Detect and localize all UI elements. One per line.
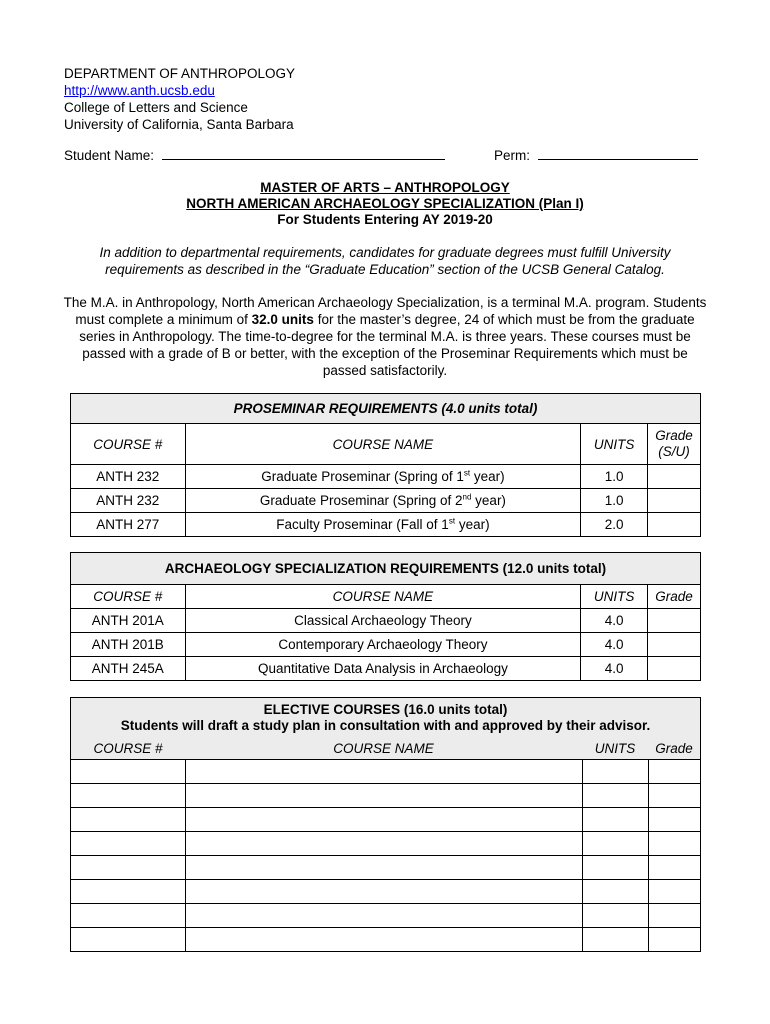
min-units: 32.0 units	[251, 312, 314, 327]
grade-input[interactable]	[648, 784, 701, 808]
grade-input[interactable]	[648, 904, 701, 928]
elective-row	[71, 856, 701, 880]
archaeology-title: ARCHAEOLOGY SPECIALIZATION REQUIREMENTS (12.0 units total)	[71, 553, 701, 585]
units-input[interactable]	[582, 808, 648, 832]
col-course-header: COURSE #	[71, 424, 186, 465]
grade-input[interactable]	[648, 832, 701, 856]
grade-header-line-1: Grade	[655, 428, 693, 443]
col-units-header: UNITS	[582, 738, 648, 760]
department-url-link[interactable]: http://www.anth.ucsb.edu	[64, 83, 215, 98]
student-name-label: Student Name:	[64, 148, 155, 163]
course-units: 4.0	[581, 633, 648, 657]
col-units-header: UNITS	[581, 424, 648, 465]
grade-input[interactable]	[648, 856, 701, 880]
elective-row	[71, 760, 701, 784]
grade-input[interactable]	[648, 880, 701, 904]
grade-cell[interactable]	[648, 513, 701, 537]
elective-title-line-2: Students will draft a study plan in consultation with and approved by their advisor.	[120, 717, 651, 733]
course-name-input[interactable]	[185, 760, 582, 784]
student-name-field[interactable]	[162, 147, 445, 160]
title-line-1: MASTER OF ARTS – ANTHROPOLOGY	[260, 180, 510, 195]
proseminar-table	[70, 393, 701, 537]
course-number-input[interactable]	[71, 856, 186, 880]
course-number: ANTH 201B	[71, 633, 186, 657]
col-course-header: COURSE #	[71, 585, 186, 609]
units-input[interactable]	[582, 904, 648, 928]
units-input[interactable]	[582, 832, 648, 856]
course-units: 1.0	[581, 465, 648, 489]
elective-title	[71, 698, 701, 738]
college-name: College of Letters and Science	[64, 100, 248, 115]
col-grade-header	[648, 424, 701, 465]
course-number: ANTH 245A	[71, 657, 186, 681]
university-name: University of California, Santa Barbara	[64, 117, 294, 132]
title-line-2: NORTH AMERICAN ARCHAEOLOGY SPECIALIZATION (Plan I)	[186, 196, 584, 211]
col-name-header: COURSE NAME	[185, 585, 581, 609]
col-course-header: COURSE #	[71, 738, 186, 760]
course-name: Graduate Proseminar (Spring of 1st year)	[185, 465, 581, 489]
table-row	[71, 657, 701, 681]
elective-row	[71, 904, 701, 928]
course-number-input[interactable]	[71, 760, 186, 784]
table-row	[71, 489, 701, 513]
grade-cell[interactable]	[648, 657, 701, 681]
department-name: DEPARTMENT OF ANTHROPOLOGY	[64, 66, 296, 81]
table-row	[71, 513, 701, 537]
course-name: Faculty Proseminar (Fall of 1st year)	[185, 513, 581, 537]
course-units: 4.0	[581, 609, 648, 633]
course-name-input[interactable]	[185, 784, 582, 808]
course-number: ANTH 232	[71, 489, 186, 513]
perm-field[interactable]	[538, 147, 698, 160]
course-number: ANTH 201A	[71, 609, 186, 633]
description-part-1: The M.A. in Anthropology, North American Archaeology Specialization, is a terminal M.A. program. Students must complete a minimum of	[63, 295, 707, 327]
grade-input[interactable]	[648, 760, 701, 784]
course-number-input[interactable]	[71, 784, 186, 808]
elective-row	[71, 880, 701, 904]
table-row	[71, 633, 701, 657]
course-name: Classical Archaeology Theory	[185, 609, 581, 633]
course-number-input[interactable]	[71, 880, 186, 904]
course-name: Contemporary Archaeology Theory	[185, 633, 581, 657]
units-input[interactable]	[582, 880, 648, 904]
grade-cell[interactable]	[648, 609, 701, 633]
course-name: Graduate Proseminar (Spring of 2nd year)	[185, 489, 581, 513]
course-name-input[interactable]	[185, 832, 582, 856]
course-number: ANTH 232	[71, 465, 186, 489]
archaeology-table	[70, 552, 701, 681]
grade-header-line-2: (S/U)	[658, 444, 690, 459]
units-input[interactable]	[582, 928, 648, 952]
elective-row	[71, 808, 701, 832]
col-grade-header: Grade	[648, 585, 701, 609]
course-number: ANTH 277	[71, 513, 186, 537]
proseminar-title: PROSEMINAR REQUIREMENTS (4.0 units total)	[71, 394, 701, 424]
table-row	[71, 465, 701, 489]
grade-cell[interactable]	[648, 489, 701, 513]
units-input[interactable]	[582, 784, 648, 808]
course-name-input[interactable]	[185, 808, 582, 832]
elective-table	[70, 697, 701, 952]
grade-cell[interactable]	[648, 633, 701, 657]
course-number-input[interactable]	[71, 928, 186, 952]
department-header	[64, 65, 295, 133]
course-name-input[interactable]	[185, 928, 582, 952]
course-name-input[interactable]	[185, 904, 582, 928]
units-input[interactable]	[582, 856, 648, 880]
course-units: 1.0	[581, 489, 648, 513]
course-units: 2.0	[581, 513, 648, 537]
col-grade-header: Grade	[648, 738, 701, 760]
program-description	[60, 294, 710, 379]
course-name-input[interactable]	[185, 880, 582, 904]
course-number-input[interactable]	[71, 832, 186, 856]
grade-cell[interactable]	[648, 465, 701, 489]
perm-label: Perm:	[494, 148, 531, 163]
course-number-input[interactable]	[71, 808, 186, 832]
elective-row	[71, 832, 701, 856]
grade-input[interactable]	[648, 928, 701, 952]
course-name: Quantitative Data Analysis in Archaeology	[185, 657, 581, 681]
elective-row	[71, 928, 701, 952]
table-row	[71, 609, 701, 633]
course-number-input[interactable]	[71, 904, 186, 928]
description-part-2: for the master’s degree, 24 of which must be from the graduate series in Anthropology. The time-to-degree for the terminal M.A. is three years. These courses must be passed with a grade of B or better, with the exception of the Proseminar Requirements which must be passed satisfactorily.	[79, 312, 695, 378]
title-line-3: For Students Entering AY 2019-20	[277, 212, 493, 227]
col-name-header: COURSE NAME	[185, 424, 581, 465]
elective-title-line-1: ELECTIVE COURSES (16.0 units total)	[263, 701, 508, 717]
grade-input[interactable]	[648, 808, 701, 832]
form-title	[0, 180, 770, 228]
course-name-input[interactable]	[185, 856, 582, 880]
intro-text: In addition to departmental requirements, candidates for graduate degrees must fulfill University requirements as described in the “Graduate Education” section of the UCSB General Catalog.	[99, 245, 671, 277]
col-name-header: COURSE NAME	[185, 738, 582, 760]
col-units-header: UNITS	[581, 585, 648, 609]
elective-row	[71, 784, 701, 808]
units-input[interactable]	[582, 760, 648, 784]
course-units: 4.0	[581, 657, 648, 681]
